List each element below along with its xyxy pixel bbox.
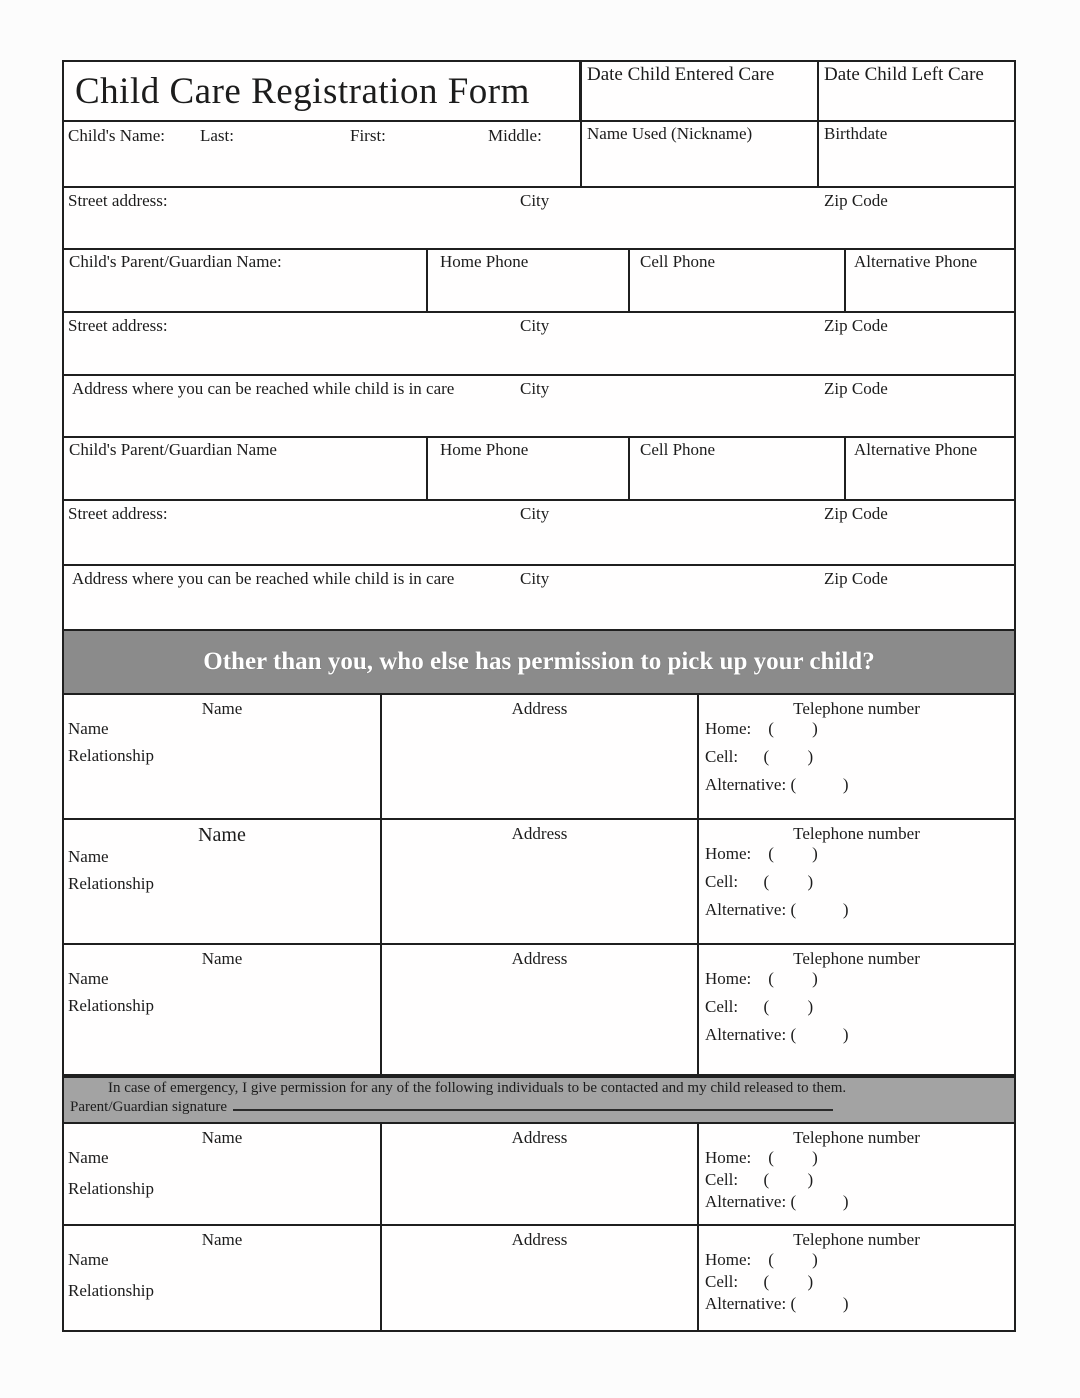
contact-phone-cell[interactable] (699, 820, 1014, 943)
nickname-label: Name Used (Nickname) (587, 124, 753, 143)
contact-address-cell[interactable] (382, 1124, 699, 1224)
contact-phone-cell[interactable] (699, 1124, 1014, 1224)
address-column-header: Address (511, 1128, 568, 1147)
zip-code-label: Zip Code (824, 504, 888, 523)
home-phone-label: Home Phone (440, 252, 529, 271)
pickup-contact-block-3 (64, 945, 1014, 1076)
cell-phone-line: Cell: ( ) (705, 872, 814, 891)
signature-row (64, 1097, 1014, 1116)
guardian1-name-field[interactable] (64, 250, 428, 311)
city-label: City (520, 316, 550, 335)
city-label: City (520, 191, 550, 210)
pickup-contact-block-2 (64, 820, 1014, 945)
alternative-phone-line: Alternative: ( ) (705, 775, 849, 794)
date-entered-care-label: Date Child Entered Care (587, 64, 775, 85)
emergency-permission-text: In case of emergency, I give permission for any of the following individuals to be contacted and my child released to them. (108, 1080, 847, 1096)
guardian2-alt-phone-field[interactable] (846, 438, 1014, 499)
name-column-header: Name (201, 1230, 243, 1249)
nickname-field[interactable] (582, 122, 819, 186)
last-name-label: Last: (200, 126, 234, 145)
child-care-registration-form (62, 60, 1016, 1332)
guardian1-cell-phone-field[interactable] (630, 250, 846, 311)
zip-code-label: Zip Code (824, 569, 888, 588)
telephone-column-header: Telephone number (793, 699, 920, 718)
birthdate-field[interactable] (819, 122, 1014, 186)
name-label: Name (68, 719, 109, 738)
name-label: Name (68, 969, 109, 988)
form-title-box (64, 62, 582, 120)
guardian1-alt-phone-field[interactable] (846, 250, 1014, 311)
child-street-address-row[interactable] (64, 188, 1014, 250)
contact-address-cell[interactable] (382, 1226, 699, 1330)
alternative-phone-line: Alternative: ( ) (705, 900, 849, 919)
alternative-phone-line: Alternative: ( ) (705, 1192, 849, 1211)
signature-label: Parent/Guardian signature (70, 1099, 228, 1115)
cell-phone-label: Cell Phone (640, 440, 716, 459)
city-label: City (520, 504, 550, 523)
street-address-label: Street address: (68, 316, 168, 335)
first-name-label: First: (350, 126, 386, 145)
middle-name-label: Middle: (488, 126, 542, 145)
name-label: Name (68, 847, 109, 866)
form-title: Child Care Registration Form (75, 70, 530, 112)
date-left-care-label: Date Child Left Care (824, 64, 984, 85)
address-column-header: Address (511, 699, 568, 718)
guardian1-home-phone-field[interactable] (428, 250, 630, 311)
child-name-field[interactable] (64, 122, 582, 186)
guardian2-home-phone-field[interactable] (428, 438, 630, 499)
alternative-phone-label: Alternative Phone (854, 440, 978, 459)
date-entered-care-field[interactable] (582, 62, 819, 120)
relationship-label: Relationship (68, 1281, 154, 1300)
name-column-header: Name (201, 699, 243, 718)
relationship-label: Relationship (68, 1179, 154, 1198)
guardian1-street-address-row[interactable] (64, 313, 1014, 376)
pickup-contact-block-1 (64, 695, 1014, 820)
contact-name-cell[interactable] (64, 695, 382, 818)
street-address-label: Street address: (68, 191, 168, 210)
home-phone-line: Home: ( ) (705, 969, 818, 988)
alternative-phone-line: Alternative: ( ) (705, 1025, 849, 1044)
title-row (64, 62, 1014, 122)
telephone-column-header: Telephone number (793, 949, 920, 968)
home-phone-line: Home: ( ) (705, 1148, 818, 1167)
reached-address-label: Address where you can be reached while child is in care (72, 569, 455, 588)
contact-phone-cell[interactable] (699, 945, 1014, 1074)
telephone-column-header: Telephone number (793, 1128, 920, 1147)
home-phone-line: Home: ( ) (705, 719, 818, 738)
guardian2-name-label: Child's Parent/Guardian Name (69, 440, 277, 459)
guardian2-cell-phone-field[interactable] (630, 438, 846, 499)
alternative-phone-line: Alternative: ( ) (705, 1294, 849, 1313)
telephone-column-header: Telephone number (793, 1230, 920, 1249)
child-name-row (64, 122, 1014, 188)
signature-line[interactable] (233, 1097, 833, 1111)
pickup-permission-banner (64, 631, 1014, 695)
zip-code-label: Zip Code (824, 191, 888, 210)
name-column-header: Name (201, 949, 243, 968)
address-column-header: Address (511, 949, 568, 968)
guardian1-reached-address-row[interactable] (64, 376, 1014, 438)
cell-phone-line: Cell: ( ) (705, 1170, 814, 1189)
relationship-label: Relationship (68, 874, 154, 893)
cell-phone-line: Cell: ( ) (705, 747, 814, 766)
contact-address-cell[interactable] (382, 820, 699, 943)
cell-phone-line: Cell: ( ) (705, 997, 814, 1016)
emergency-contact-block-2 (64, 1226, 1014, 1330)
zip-code-label: Zip Code (824, 379, 888, 398)
contact-phone-cell[interactable] (699, 1226, 1014, 1330)
guardian2-name-field[interactable] (64, 438, 428, 499)
contact-name-cell[interactable] (64, 1124, 382, 1224)
guardian1-row (64, 250, 1014, 313)
name-label: Name (68, 1250, 109, 1269)
name-label: Name (68, 1148, 109, 1167)
contact-address-cell[interactable] (382, 945, 699, 1074)
contact-name-cell[interactable] (64, 945, 382, 1074)
contact-name-cell[interactable] (64, 1226, 382, 1330)
pickup-permission-text: Other than you, who else has permission to pick up your child? (203, 648, 875, 675)
address-column-header: Address (511, 824, 568, 843)
contact-name-cell[interactable] (64, 820, 382, 943)
home-phone-line: Home: ( ) (705, 1250, 818, 1269)
city-label: City (520, 569, 550, 588)
child-name-label: Child's Name: (68, 126, 166, 145)
guardian1-name-label: Child's Parent/Guardian Name: (69, 252, 282, 271)
guardian2-street-address-row[interactable] (64, 501, 1014, 566)
emergency-permission-banner (64, 1076, 1014, 1124)
telephone-column-header: Telephone number (793, 824, 920, 843)
city-label: City (520, 379, 550, 398)
name-column-header: Name (198, 824, 246, 846)
relationship-label: Relationship (68, 746, 154, 765)
alternative-phone-label: Alternative Phone (854, 252, 978, 271)
name-column-header: Name (201, 1128, 243, 1147)
birthdate-label: Birthdate (824, 124, 888, 143)
street-address-label: Street address: (68, 504, 168, 523)
relationship-label: Relationship (68, 996, 154, 1015)
date-left-care-field[interactable] (819, 62, 1014, 120)
reached-address-label: Address where you can be reached while child is in care (72, 379, 455, 398)
contact-address-cell[interactable] (382, 695, 699, 818)
guardian2-row (64, 438, 1014, 501)
home-phone-line: Home: ( ) (705, 844, 818, 863)
emergency-contact-block-1 (64, 1124, 1014, 1226)
cell-phone-line: Cell: ( ) (705, 1272, 814, 1291)
home-phone-label: Home Phone (440, 440, 529, 459)
contact-phone-cell[interactable] (699, 695, 1014, 818)
cell-phone-label: Cell Phone (640, 252, 716, 271)
zip-code-label: Zip Code (824, 316, 888, 335)
address-column-header: Address (511, 1230, 568, 1249)
guardian2-reached-address-row[interactable] (64, 566, 1014, 631)
